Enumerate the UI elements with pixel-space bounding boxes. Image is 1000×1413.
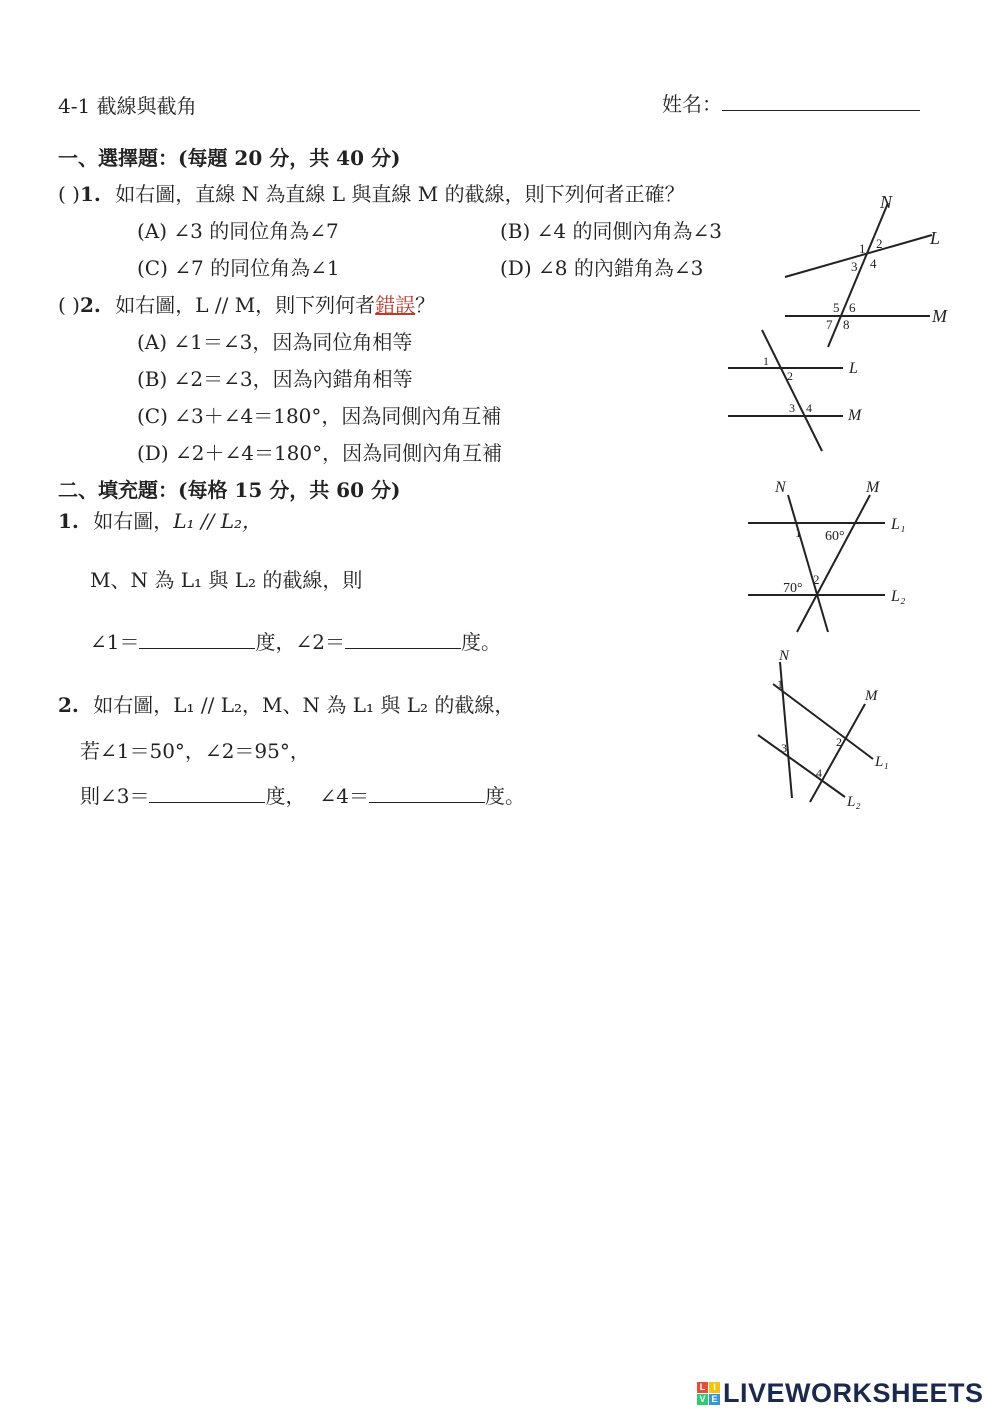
angle-1: 1 <box>859 241 866 256</box>
angle-2: 2 <box>787 369 793 383</box>
q2-option-b: (B) ∠2＝∠3，因為內錯角相等 <box>137 367 413 391</box>
fill-q1-prefix: 如右圖， <box>93 509 174 533</box>
angle-4: 4 <box>806 401 812 415</box>
q2-option-a: (A) ∠1＝∠3，因為同位角相等 <box>137 330 413 354</box>
name-input-line[interactable] <box>722 110 920 111</box>
name-field <box>662 88 920 117</box>
q1-option-b: (B) ∠4 的同側內角為∠3 <box>500 219 722 243</box>
angle-6: 6 <box>849 300 856 315</box>
fill-q2-angle3-blank[interactable] <box>149 802 265 803</box>
transversal <box>762 330 822 451</box>
angle-2: 2 <box>836 735 842 749</box>
section1-heading: 一、選擇題：(每題 20 分，共 40 分) <box>58 146 401 170</box>
q2-option-c: (C) ∠3＋∠4＝180°，因為同側內角互補 <box>137 404 502 428</box>
q1-answer-paren[interactable]: ( ) <box>58 182 80 206</box>
q1-option-a: (A) ∠3 的同位角為∠7 <box>137 219 339 243</box>
q1-number: 1. <box>79 182 101 206</box>
label-M: M <box>932 306 947 326</box>
label-L2: L₂ <box>891 588 906 605</box>
fill-q1-angle2-blank[interactable] <box>345 648 461 649</box>
q1-option-c: (C) ∠7 的同位角為∠1 <box>137 256 340 280</box>
fill-q1-angle1-blank[interactable] <box>139 648 255 649</box>
label-L1: L₁ <box>891 516 906 533</box>
fill-q1-angle1-unit: 度， <box>255 630 296 654</box>
q2-stem: 如右圖，L // M，則下列何者 <box>115 293 376 317</box>
label-L1: L₁ <box>875 754 889 770</box>
section2-heading: 二、填充題：(每格 15 分，共 60 分) <box>58 478 401 502</box>
q1-row <box>58 178 685 207</box>
q2-stem-wrong: 錯誤 <box>375 293 416 317</box>
q1-option-d: (D) ∠8 的內錯角為∠3 <box>500 256 704 280</box>
angle-70: 70° <box>783 581 803 596</box>
q2-number: 2. <box>79 293 101 317</box>
logo-text: LIVEWORKSHEETS <box>723 1378 984 1408</box>
line-L2 <box>758 735 845 797</box>
fill-q1-number: 1. <box>58 509 79 533</box>
angle-1: 1 <box>763 354 769 368</box>
angle-2: 2 <box>876 236 883 251</box>
angle-1: 1 <box>795 525 802 540</box>
label-N: N <box>775 479 786 496</box>
angle-3: 3 <box>851 259 858 274</box>
angle-3: 3 <box>781 741 787 755</box>
figure-4 <box>745 642 925 812</box>
fill-q1-angle2-unit: 度。 <box>460 630 501 654</box>
figure-2 <box>725 330 875 460</box>
fill-q2-angle4-label: ∠4＝ <box>319 784 369 808</box>
angle-4: 4 <box>816 766 822 780</box>
label-L2: L₂ <box>847 794 861 810</box>
angle-7: 7 <box>826 317 833 332</box>
q1-stem: 如右圖，直線 N 為直線 L 與直線 M 的截線，則下列何者正確？ <box>115 182 685 206</box>
angle-1: 1 <box>777 677 783 691</box>
logo-icon: L I V E <box>697 1382 720 1405</box>
label-L: L <box>849 360 858 377</box>
fill-q1-angle1-label: ∠1＝ <box>90 630 140 654</box>
label-M: M <box>865 688 878 704</box>
fill-q2-line1 <box>58 689 514 718</box>
liveworksheets-logo[interactable] <box>697 1378 984 1409</box>
fill-q2-line2: 若∠1＝50°，∠2＝95°， <box>80 739 310 763</box>
q2-row <box>58 289 435 318</box>
fill-q1-angle2-label: ∠2＝ <box>295 630 345 654</box>
q2-answer-paren[interactable]: ( ) <box>58 293 80 317</box>
angle-5: 5 <box>833 300 840 315</box>
figure-3 <box>745 472 945 632</box>
fill-q1-answers <box>90 626 501 655</box>
label-N: N <box>779 648 790 664</box>
fill-q2-angle4-blank[interactable] <box>369 802 485 803</box>
label-N: N <box>880 192 893 212</box>
line-N <box>828 203 888 347</box>
label-L: L <box>930 228 941 248</box>
fill-q2-answers <box>80 780 525 809</box>
figure-1 <box>770 190 970 350</box>
angle-8: 8 <box>843 317 850 332</box>
fill-q2-angle3-unit: 度， <box>265 784 306 808</box>
fill-q2-stem: 如右圖，L₁ // L₂，M、N 為 L₁ 與 L₂ 的截線， <box>93 693 515 717</box>
label-M: M <box>848 407 862 424</box>
fill-q1-parallel: L₁ // L₂， <box>173 509 263 533</box>
angle-3: 3 <box>789 401 795 415</box>
fill-q1-line2: M、N 為 L₁ 與 L₂ 的截線，則 <box>90 568 363 592</box>
worksheet-title: 4-1 截線與截角 <box>58 94 197 118</box>
fill-q2-number: 2. <box>58 693 79 717</box>
name-label: 姓名： <box>662 92 722 116</box>
angle-4: 4 <box>870 256 877 271</box>
q2-option-d: (D) ∠2＋∠4＝180°，因為同側內角互補 <box>137 441 503 465</box>
fill-q2-angle3-label: 則∠3＝ <box>80 784 150 808</box>
angle-2: 2 <box>813 572 820 587</box>
q2-stem-end: ？ <box>415 293 436 317</box>
angle-60: 60° <box>825 529 845 544</box>
fill-q1-line1 <box>58 505 262 534</box>
label-M: M <box>866 479 880 496</box>
fill-q2-angle4-unit: 度。 <box>484 784 525 808</box>
